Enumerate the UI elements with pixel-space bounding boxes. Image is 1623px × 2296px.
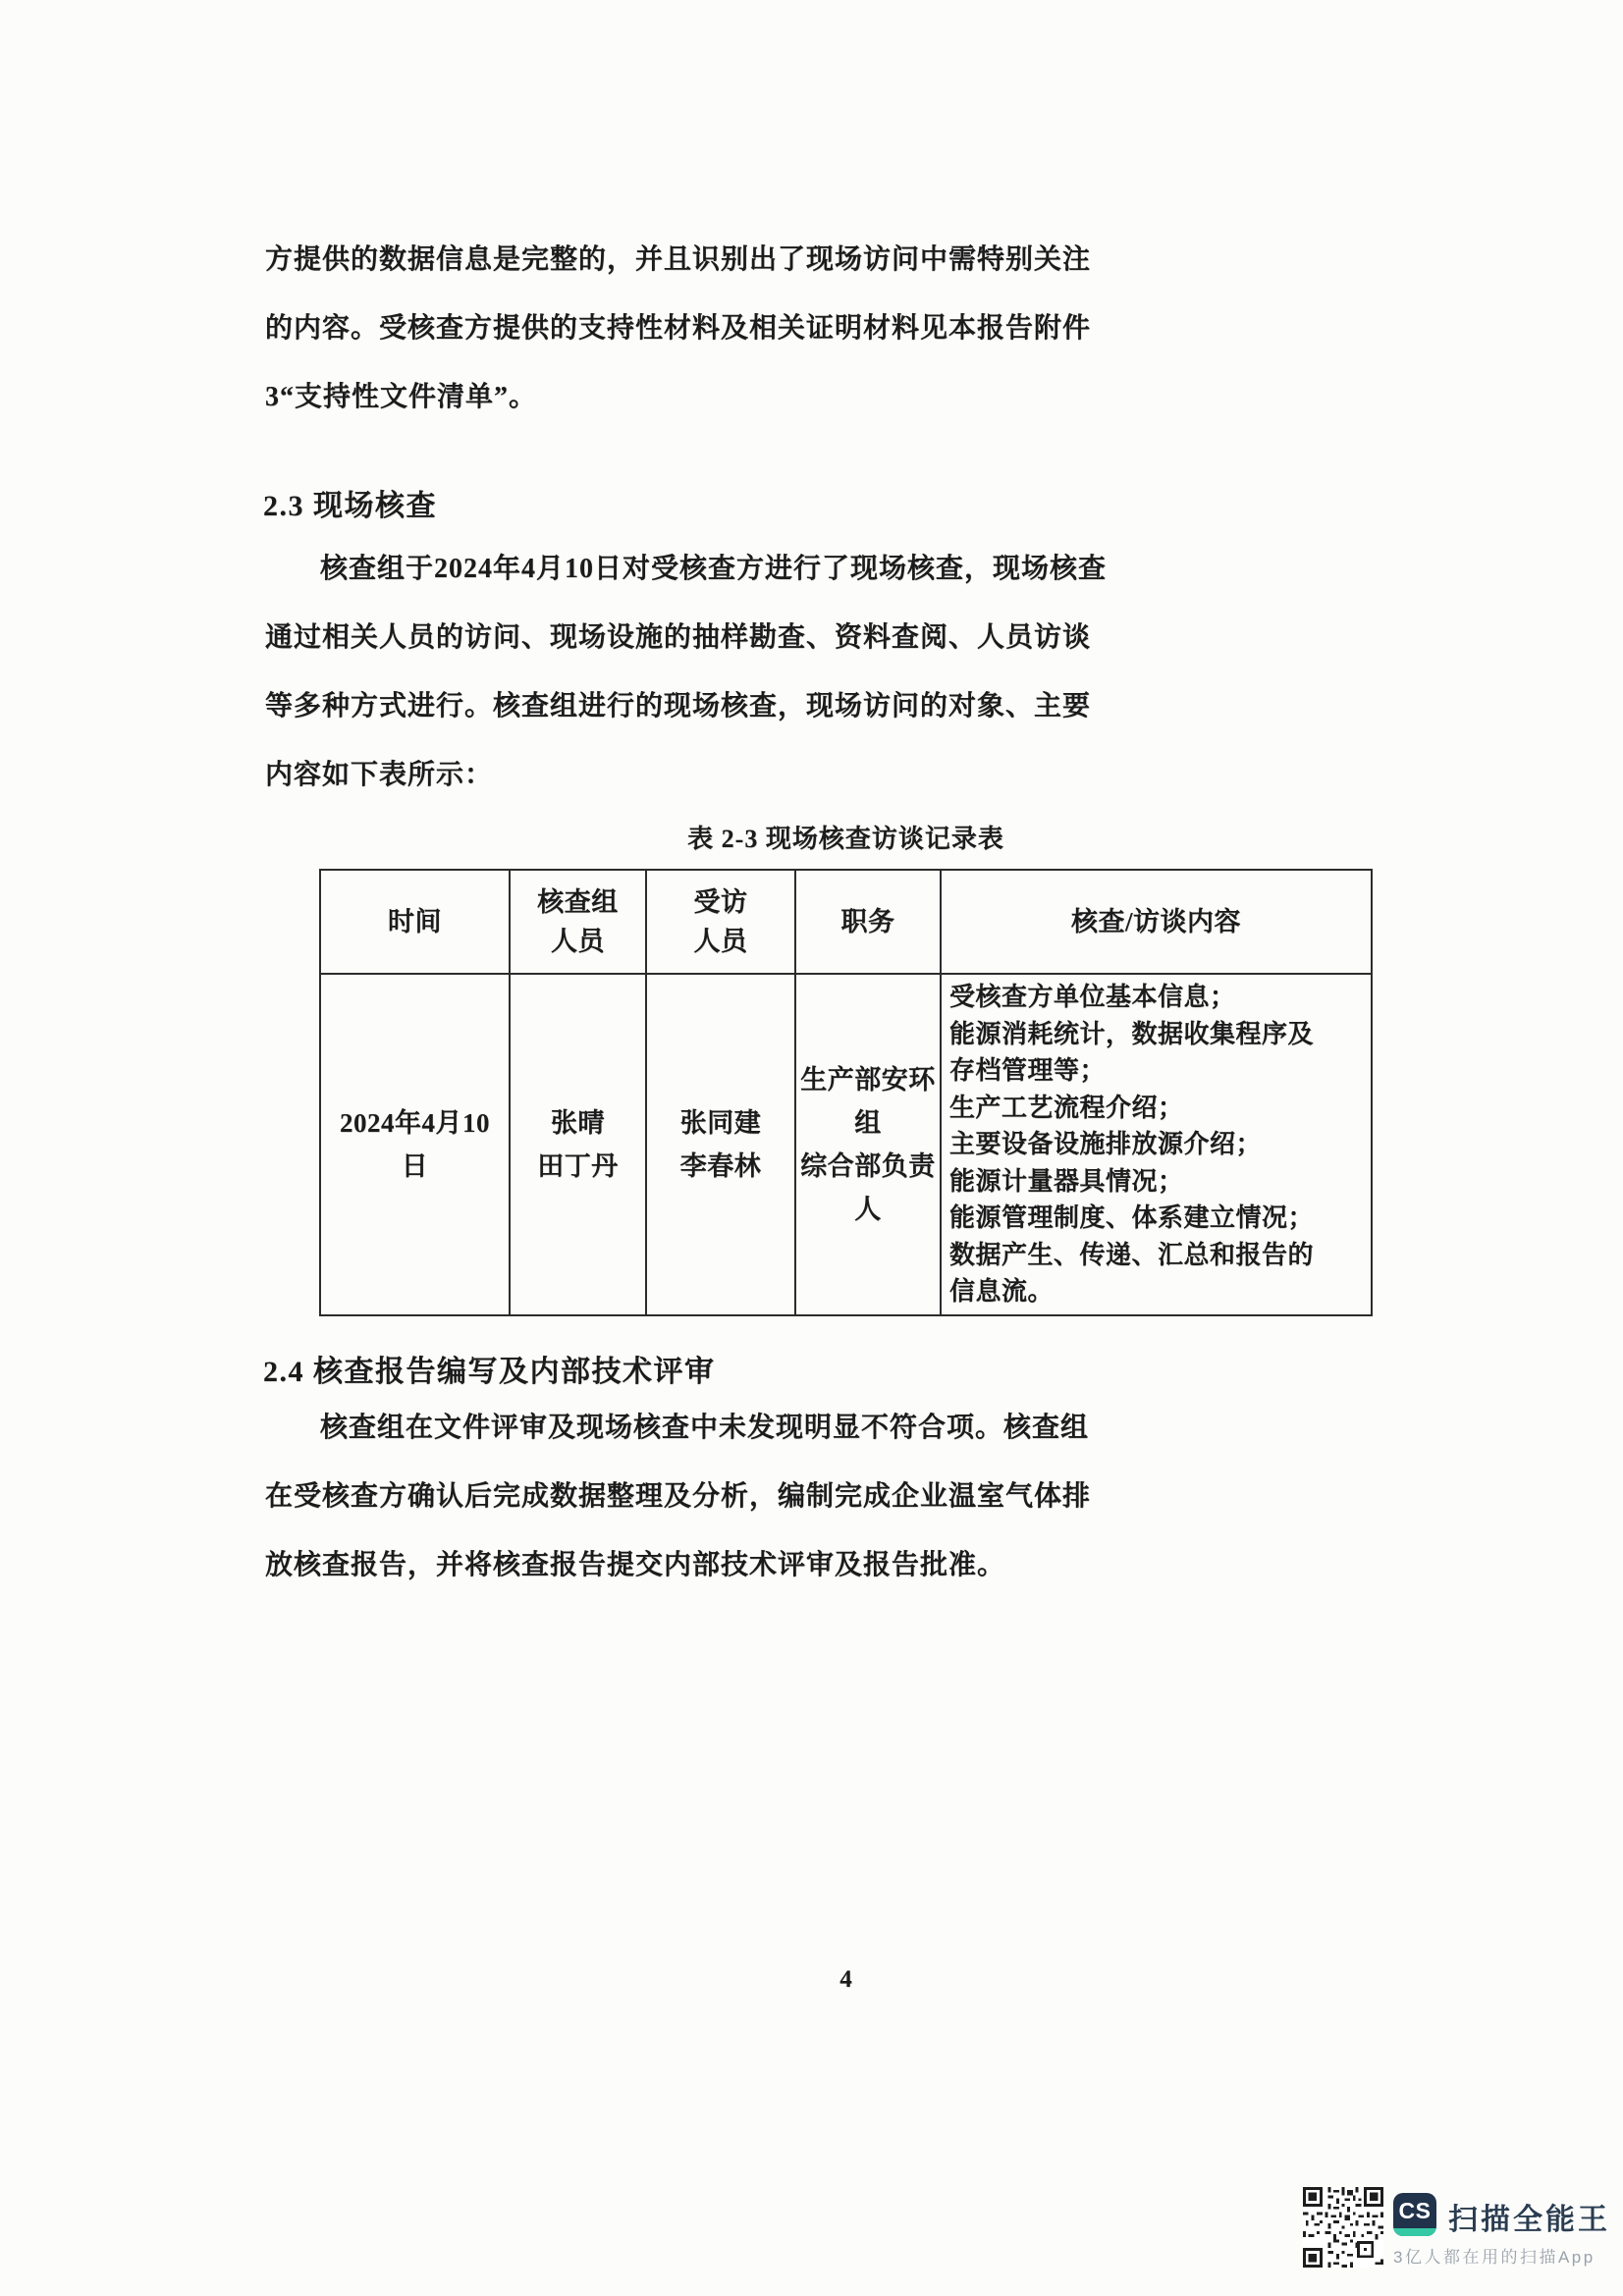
paragraph-1 bbox=[265, 226, 1091, 432]
cell-line: 综合部负责 bbox=[800, 1151, 936, 1181]
header-line: 受访 bbox=[693, 887, 748, 917]
paragraph-1-line: 的内容。受核查方提供的支持性材料及相关证明材料见本报告附件 bbox=[265, 313, 1092, 344]
interview-record-table bbox=[319, 869, 1373, 1316]
cell-line: 日 bbox=[401, 1151, 429, 1181]
header-line: 时间 bbox=[388, 907, 442, 936]
scanner-app-tagline: 3亿人都在用的扫描App bbox=[1393, 2248, 1596, 2267]
cell-line: 2024年4月10 bbox=[340, 1108, 490, 1138]
table-header-row bbox=[321, 871, 1371, 975]
paragraph-3 bbox=[265, 1394, 1091, 1600]
paragraph-2 bbox=[265, 535, 1107, 810]
paragraph-3-line: 在受核查方确认后完成数据整理及分析，编制完成企业温室气体排 bbox=[265, 1481, 1092, 1512]
header-cell-verification-team bbox=[511, 871, 647, 973]
header-line: 核查组 bbox=[537, 887, 619, 917]
paragraph-3-line: 放核查报告，并将核查报告提交内部技术评审及报告批准。 bbox=[265, 1550, 1006, 1580]
section-2-4-heading: 2.4 核查报告编写及内部技术评审 bbox=[263, 1356, 716, 1388]
cell-line: 组 bbox=[854, 1108, 882, 1138]
cell-line: 张同建 bbox=[679, 1108, 762, 1138]
header-cell-position bbox=[796, 871, 942, 973]
scanner-watermark bbox=[1296, 2181, 1610, 2274]
paragraph-1-line: 3“支持性文件清单”。 bbox=[265, 382, 538, 412]
header-line: 职务 bbox=[840, 907, 895, 936]
cell-line: 数据产生、传递、汇总和报告的 bbox=[949, 1240, 1315, 1269]
cell-position bbox=[796, 975, 942, 1314]
paragraph-2-line: 内容如下表所示： bbox=[265, 760, 494, 790]
scanner-app-name: 扫描全能王 bbox=[1448, 2204, 1610, 2236]
cell-line: 生产部安环 bbox=[800, 1065, 936, 1095]
paragraph-1-line: 方提供的数据信息是完整的，并且识别出了现场访问中需特别关注 bbox=[265, 244, 1092, 275]
cell-line: 能源消耗统计，数据收集程序及 bbox=[949, 1019, 1315, 1048]
camscanner-logo bbox=[1393, 2193, 1436, 2236]
cell-line: 能源计量器具情况； bbox=[949, 1166, 1184, 1196]
cell-interviewees bbox=[647, 975, 796, 1314]
cell-line: 能源管理制度、体系建立情况； bbox=[949, 1203, 1315, 1233]
camscanner-logo-text: CS bbox=[1398, 2198, 1432, 2223]
cell-line: 存档管理等； bbox=[949, 1056, 1107, 1086]
cell-line: 信息流。 bbox=[949, 1277, 1055, 1307]
paragraph-2-line: 通过相关人员的访问、现场设施的抽样勘查、资料查阅、人员访谈 bbox=[265, 622, 1092, 653]
cell-content bbox=[942, 975, 1371, 1314]
cell-verification-team bbox=[511, 975, 647, 1314]
cell-line: 主要设备设施排放源介绍； bbox=[949, 1130, 1263, 1159]
header-cell-content bbox=[942, 871, 1371, 973]
header-cell-time bbox=[321, 871, 511, 973]
cell-line: 受核查方单位基本信息； bbox=[949, 983, 1236, 1012]
qr-code-icon bbox=[1303, 2187, 1383, 2268]
header-cell-interviewees bbox=[647, 871, 796, 973]
table-caption: 表 2-3 现场核查访谈记录表 bbox=[687, 825, 1004, 853]
cell-line: 田丁丹 bbox=[537, 1151, 619, 1181]
cell-line: 人 bbox=[854, 1195, 882, 1224]
section-2-3-heading: 2.3 现场核查 bbox=[263, 490, 437, 522]
paragraph-2-line: 核查组于2024年4月10日对受核查方进行了现场核查，现场核查 bbox=[320, 554, 1108, 584]
header-line: 核查/访谈内容 bbox=[1070, 907, 1241, 936]
header-line: 人员 bbox=[693, 927, 748, 956]
paragraph-3-line: 核查组在文件评审及现场核查中未发现明显不符合项。核查组 bbox=[320, 1413, 1090, 1443]
table-row bbox=[321, 975, 1371, 1314]
header-line: 人员 bbox=[551, 927, 605, 956]
cell-time bbox=[321, 975, 511, 1314]
camscanner-logo-accent bbox=[1393, 2228, 1436, 2236]
paragraph-2-line: 等多种方式进行。核查组进行的现场核查，现场访问的对象、主要 bbox=[265, 691, 1092, 721]
cell-line: 李春林 bbox=[679, 1151, 762, 1181]
cell-line: 生产工艺流程介绍； bbox=[949, 1093, 1184, 1122]
cell-line: 张晴 bbox=[551, 1108, 605, 1138]
page-number: 4 bbox=[839, 1966, 852, 1993]
